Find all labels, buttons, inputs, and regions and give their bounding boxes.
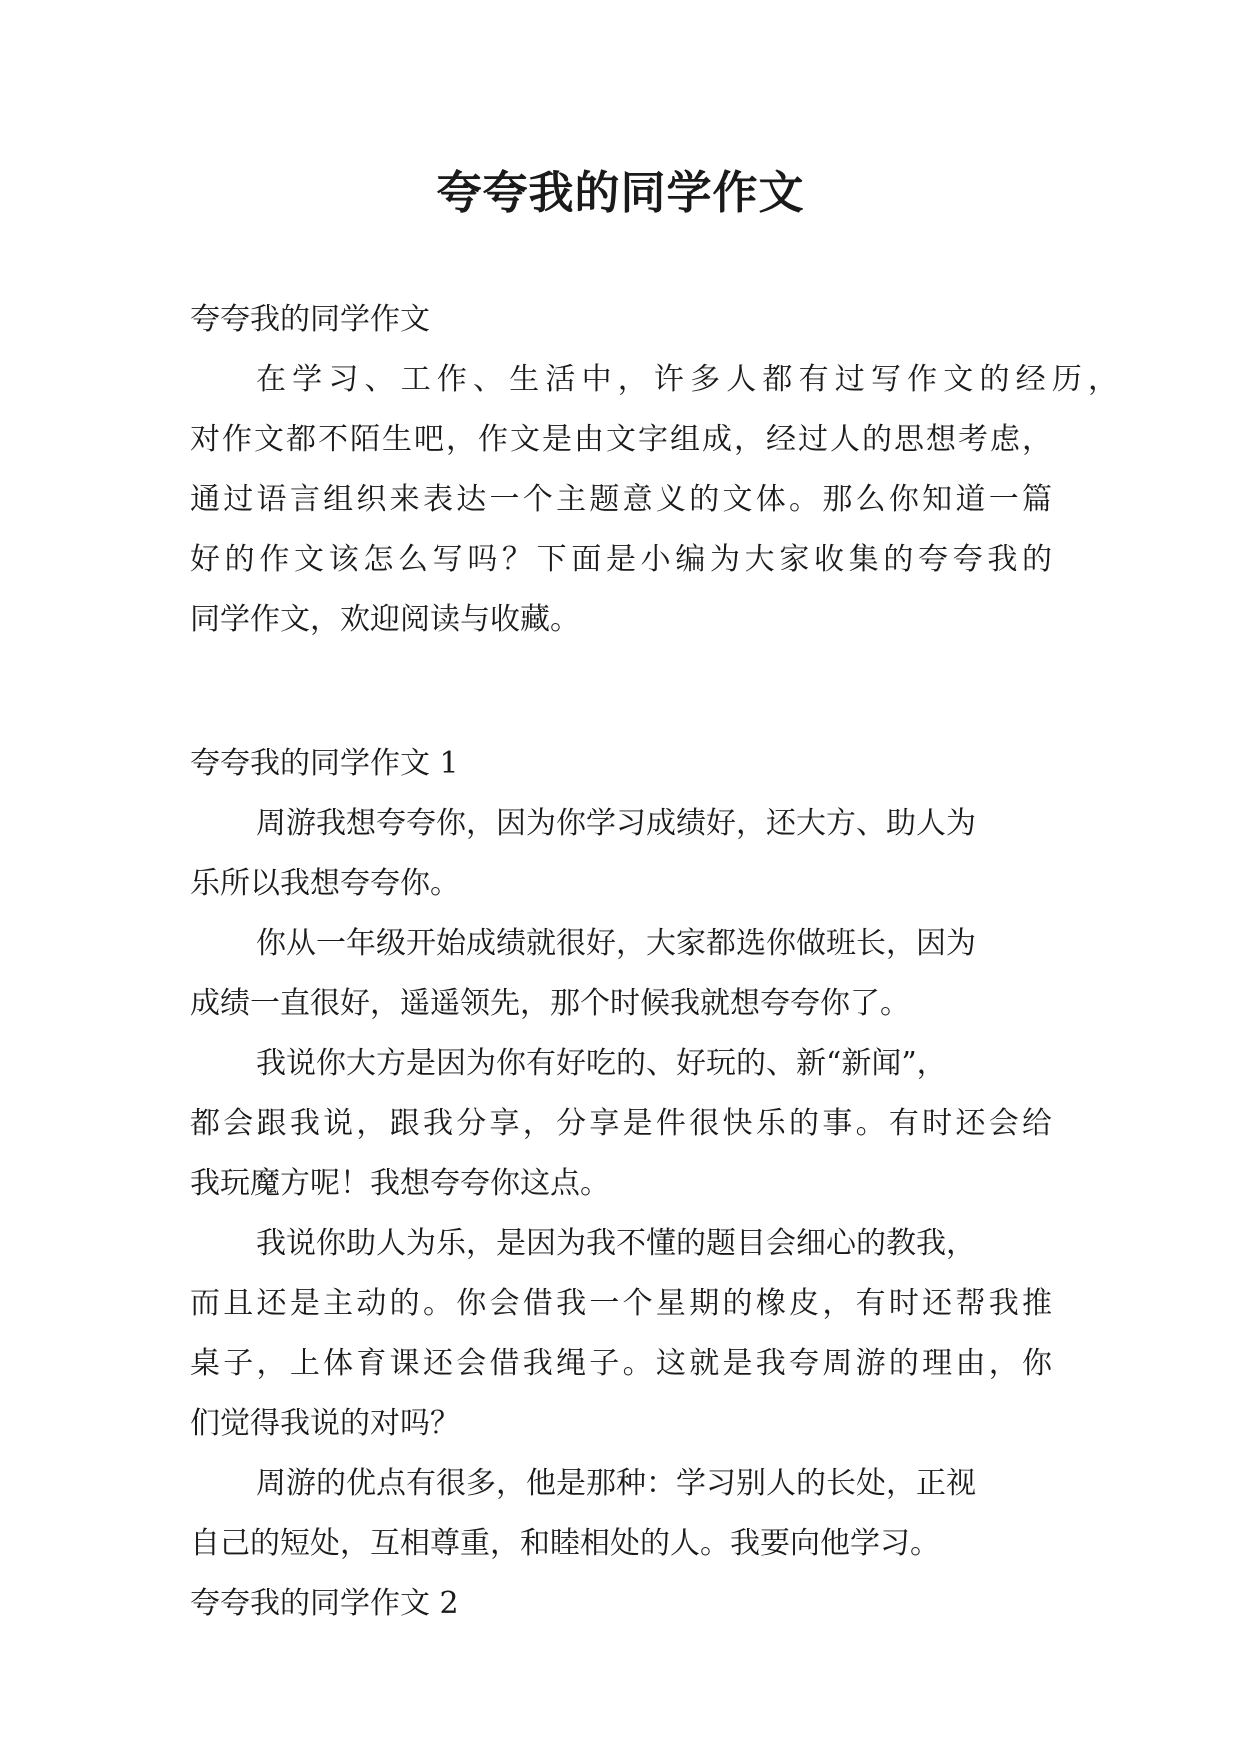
paragraph-line: 自己的短处，互相尊重，和睦相处的人。我要向他学习。	[190, 1526, 940, 1561]
intro-paragraph	[190, 350, 1118, 650]
paragraph-line: 在学习、工作、生活中，许多人都有过写作文的经历，	[256, 362, 1118, 397]
paragraph-line: 我说你大方是因为你有好吃的、好玩的、新“新闻”，	[256, 1046, 947, 1081]
paragraph-line: 成绩一直很好，遥遥领先，那个时候我就想夸夸你了。	[190, 986, 910, 1021]
paragraph-line: 你从一年级开始成绩就很好，大家都选你做班长，因为	[256, 926, 976, 961]
section-gap	[190, 650, 1052, 734]
document-title: 夸夸我的同学作文	[436, 166, 805, 219]
document-body	[190, 290, 1118, 1634]
paragraph-line: 们觉得我说的对吗？	[190, 1406, 460, 1441]
paragraph-line: 乐所以我想夸夸你。	[190, 866, 460, 901]
paragraph-line: 周游的优点有很多，他是那种：学习别人的长处，正视	[256, 1466, 976, 1501]
paragraph-line: 同学作文，欢迎阅读与收藏。	[190, 602, 580, 637]
intro-heading: 夸夸我的同学作文	[190, 302, 430, 337]
paragraph-line: 都会跟我说，跟我分享，分享是件很快乐的事。有时还会给	[190, 1106, 1052, 1141]
paragraph-line: 好的作文该怎么写吗？下面是小编为大家收集的夸夸我的	[190, 542, 1052, 577]
essay-1-heading: 夸夸我的同学作文 1	[190, 746, 459, 781]
paragraph-line: 桌子，上体育课还会借我绳子。这就是我夸周游的理由，你	[190, 1346, 1052, 1381]
essay-1-body	[190, 794, 1052, 1574]
paragraph-line: 对作文都不陌生吧，作文是由文字组成，经过人的思想考虑，	[190, 422, 1052, 457]
paragraph-line: 周游我想夸夸你，因为你学习成绩好，还大方、助人为	[256, 806, 976, 841]
paragraph-line: 我说你助人为乐，是因为我不懂的题目会细心的教我，	[256, 1226, 976, 1261]
essay-2-heading: 夸夸我的同学作文 2	[190, 1586, 459, 1621]
paragraph-line: 我玩魔方呢！我想夸夸你这点。	[190, 1166, 610, 1201]
paragraph-line: 而且还是主动的。你会借我一个星期的橡皮，有时还帮我推	[190, 1286, 1052, 1321]
paragraph-line: 通过语言组织来表达一个主题意义的文体。那么你知道一篇	[190, 482, 1052, 517]
